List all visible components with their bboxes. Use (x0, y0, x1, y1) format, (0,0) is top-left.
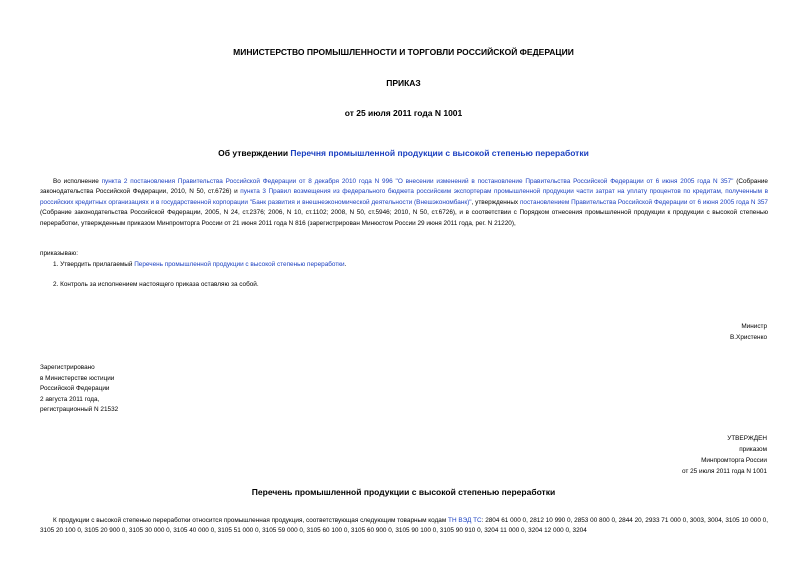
order-item-1-prefix: 1. Утвердить прилагаемый (53, 261, 135, 268)
registration-line-2: в Министерстве юстиции (40, 374, 115, 382)
approval-line-3: Минпромторга России (701, 457, 767, 464)
ministry-heading: МИНИСТЕРСТВО ПРОМЫШЛЕННОСТИ И ТОРГОВЛИ РОССИЙСКОЙ ФЕДЕРАЦИИ (233, 47, 574, 57)
list-title: Перечень промышленной продукции с высокой степенью переработки (251, 487, 556, 497)
preamble-link-3[interactable]: постановлением Правительства Российской Федерации от 6 июня 2005 года N 357 (519, 198, 768, 206)
order-title-link[interactable]: Перечня промышленной продукции с высокой степенью переработки (290, 148, 589, 158)
order-item-2: 2. Контроль за исполнением настоящего приказа оставляю за собой. (53, 281, 259, 288)
list-text-2: : 2804 61 000 0, 2812 10 990 0, 2853 00 800 0, 2844 20, 2933 71 000 0, 3003, 3004, 3105 10 000 0, 3105 20 100 0, 3105 20 900 0, 3105 30 000 0, 3105 40 000 0, 3105 51 000 0, 3105 59 000 0, 3105 60 100 0, 3105 60 900 0, 3105 90 100 0, 3105 90 910 0, 3204 11 000 0, 3204 12 000 0, 3204 (40, 517, 768, 535)
registration-line-4: 2 августа 2011 года, (40, 395, 100, 403)
order-word: приказываю: (40, 250, 78, 257)
order-item-1 (53, 260, 346, 270)
preamble-text-1: Во исполнение (53, 178, 102, 185)
approval-block (682, 433, 767, 477)
registration-line-3: Российской Федерации (40, 385, 110, 393)
preamble-text-2: (Собрание законодательства Российской Федерации, 2010, N 50, ст.6726) и (40, 178, 768, 196)
order-title (0, 148, 807, 158)
order-item-1-link[interactable]: Перечень промышленной продукции с высокой степенью переработки (134, 261, 345, 268)
approval-line-4: от 25 июля 2011 года N 1001 (682, 468, 767, 475)
registration-line-5: регистрационный N 21532 (40, 406, 119, 414)
signature-role: Министр (741, 323, 767, 330)
preamble-link-1[interactable]: пункта 2 постановления Правительства Российской Федерации от 8 декабря 2010 года N 996 "О внесении изменений в постановление Правительства Российской Федерации от 6 июня 2005 года N 357" (101, 178, 734, 185)
order-item-1-suffix: . (344, 261, 347, 268)
preamble-text-4: (Собрание законодательства Российской Федерации, 2005, N 24, ст.2376; 2006, N 10, ст.1102; 2008, N 50, ст.5946; 2010, N 50, ст.6726), и в соответствии с Порядком отнесения промышленной продукции к продукции с высокой степенью переработки, утвержденным приказом Минпромторга России от 21 июня 2011 года N 816 (зарегистрирован Минюстом России 29 июня 2011 года, рег. N 21220), (40, 209, 768, 227)
preamble-link-2[interactable]: пункта 3 Правил возмещения из федерального бюджета российским экспортерам промышленной продукции части затрат на уплату процентов по кредитам, полученным в российских кредитных организациях и в государственной корпорации "Банк развития и внешнеэкономической деятельности (Внешэкономбанк)" (40, 188, 768, 206)
doc-type-heading: ПРИКАЗ (386, 78, 421, 88)
order-title-prefix: Об утверждении (218, 148, 291, 158)
list-link-tnved[interactable]: ТН ВЭД ТС (448, 517, 482, 524)
preamble-paragraph (40, 177, 768, 229)
registration-block (40, 363, 118, 416)
list-text-1: К продукции с высокой степенью переработки относится промышленная продукция, соответствующая следующим товарным кодам (53, 517, 449, 524)
signature-block (730, 321, 767, 343)
date-number-heading: от 25 июля 2011 года N 1001 (344, 108, 463, 118)
list-paragraph (40, 516, 768, 537)
preamble-text-3: , утвержденных (471, 198, 520, 206)
registration-line-1: Зарегистрировано (40, 364, 95, 371)
signature-name: В.Христенко (730, 334, 767, 341)
approval-line-1: УТВЕРЖДЕН (727, 435, 767, 442)
approval-line-2: приказом (739, 446, 767, 453)
